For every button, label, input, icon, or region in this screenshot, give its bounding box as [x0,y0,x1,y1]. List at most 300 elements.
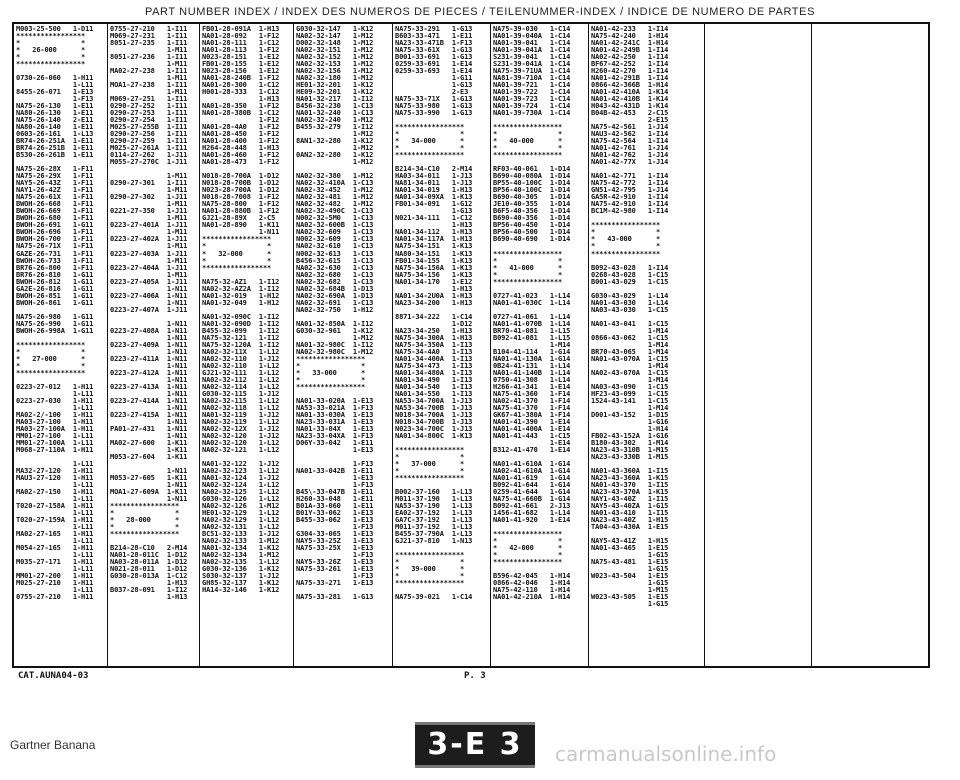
index-entry: * 26-000 * [16,47,86,55]
index-entry: MOA1-27-238 1-I11 [110,82,188,90]
index-entry: G030-43-029 1-L14 [591,292,669,300]
index-entry: 1-F12 [202,117,280,125]
index-entry: NA75-39-021 1-C14 [395,594,473,602]
index-entry: 1-H13 [110,594,188,602]
index-entry: NA23-34-200 1-H13 [395,299,473,307]
index-entry [296,166,392,173]
index-entry: NA75-33-271 1-E13 [296,580,374,588]
index-entry: ***************** [16,341,86,349]
index-entry: 0750-41-308 1-L14 [493,376,571,384]
index-entry: ***************** [395,580,465,588]
index-entry: * * [296,362,366,370]
index-entry: NA01-39-730A 1-C14 [493,110,571,118]
index-entry: NA02-32-110 1-L12 [202,362,280,370]
index-entry: 1-L11 [16,538,94,546]
index-entry: 1-H13 [395,285,473,293]
index-entry [493,524,588,531]
index-entry: * * [493,131,563,139]
index-entry [202,454,293,461]
index-entry: 2-E3 [395,89,469,97]
index-entry: NA01-42-241C 1-H14 [591,40,669,48]
index-entry: * * [16,362,86,370]
index-entry [395,587,490,594]
index-entry: B092-41-644 1-G14 [493,482,571,490]
index-entry: B001-43-029 1-C15 [591,278,669,286]
index-entry: NA02-32-690A 1-D13 [296,292,374,300]
index-entry: 1-N11 [110,376,188,384]
index-entry: B002-37-160 1-L13 [395,489,473,497]
index-entry: BWOH-26-668 1-F11 [16,201,94,209]
index-entry: NA02-32-240 1-M12 [296,117,374,125]
index-entry: NA01-42-249B 1-I14 [591,47,669,55]
index-entry: 8455-26-071 1-E13 [16,89,94,97]
index-entry: ***************** [493,559,563,567]
index-entry: 1-F13 [296,552,374,560]
index-entry: G030-28-013A 1-C12 [110,573,188,581]
index-entry: NA02-41-610A 1-G14 [493,467,571,475]
index-entry: NA75-33-261 1-E13 [296,566,374,574]
index-entry: B455-32-099 1-I12 [202,327,280,335]
index-entry [591,314,704,321]
index-entry: BC1M-42-980 1-I14 [591,208,669,216]
index-entry: T020-27-158A 1-H11 [16,503,94,511]
index-entry: * 28-000 * [110,517,180,525]
index-entry: NA03-43-030 1-C15 [591,306,669,314]
index-entry: NA02-32-11X 1-L12 [202,348,280,356]
index-entry: NA01-43-070A 1-C15 [591,355,669,363]
publisher-label: Gartner Banana [10,738,96,752]
index-entry: G030-32-126 1-L12 [202,496,280,504]
index-entry: NA01-41-070B 1-L14 [493,320,571,328]
index-entry: NAY5-43-41Z 1-H15 [591,538,669,546]
index-column-7 [589,24,705,666]
index-entry: NA02-32-125 1-L12 [202,489,280,497]
index-entry: ***************** [296,383,366,391]
index-entry: NA23-43-360A 1-K15 [591,475,669,482]
index-entry [110,314,199,321]
index-entry: ***************** [493,152,563,160]
index-entry: 1-L11 [16,510,94,518]
index-entry: NA01-28-400 1-F12 [202,138,280,146]
index-entry: NA02-32-610 1-C13 [296,243,374,251]
index-entry: MA02-27-150 1-H11 [16,489,94,497]
index-entry: NAY5-33-26Z 1-E13 [296,559,374,567]
index-entry: NA02-32-119 1-L12 [202,418,280,426]
index-entry: B01Y-33-062 1-E13 [296,510,374,518]
index-entry: 2-E15 [591,117,669,125]
index-entry: NA75-33-990 1-G13 [395,110,473,118]
index-column-1 [14,24,108,666]
index-entry: NA01-28-011C 1-D12 [110,552,188,560]
index-entry: * * [395,467,465,475]
index-entry: 0223-27-409A 1-N11 [110,341,188,349]
index-entry: 1-M15 [591,587,669,595]
index-entry: 1-M11 [110,61,188,69]
index-entry: NA01-41-130A 1-G14 [493,355,571,363]
index-entry [395,545,490,552]
index-entry: NA01-42-761 1-J14 [591,145,669,153]
index-entry: NA02-32-452 1-M12 [296,187,374,195]
index-entry: NA01-39-723 1-C14 [493,96,571,104]
index-entry: * * [16,54,86,62]
index-entry: T020-27-159A 1-H11 [16,517,94,525]
index-entry: * 37-000 * [395,460,465,468]
index-entry: ***************** [202,236,272,244]
index-entry: NA23-33-031A 1-E13 [296,418,374,426]
index-entry: NA75-26-71X 1-F11 [16,243,94,251]
index-entry [296,314,392,321]
index-entry: 1-F13 [296,524,374,532]
index-entry: NA02-32-156 1-M12 [296,68,374,76]
page-header: PART NUMBER INDEX / INDEX DES NUMEROS DE PIECES / TEILENUMMER-INDEX / INDICE DE NUMERO DE PARTES [144,6,816,18]
index-entry: D001-43-152 1-D15 [591,411,669,419]
index-entry: NA01-43-360A 1-I15 [591,467,669,475]
index-entry: N002-32-5M0 1-C13 [296,215,374,223]
index-entry: B456-32-615 1-C13 [296,257,374,265]
index-entry: NA75-26-29X 1-F11 [16,173,94,181]
index-entry [591,166,704,173]
index-entry: B690-40-305 1-D14 [493,194,571,202]
index-entry [591,286,704,293]
index-column-8 [705,24,812,666]
index-entry: 1-M11 [110,257,188,265]
index-entry: 1-M12 [296,131,374,139]
index-entry: NA01-39-722 1-C14 [493,89,571,97]
page-number: P. 3 [464,671,486,681]
index-entry: NAY1-26-42Z 1-F11 [16,187,94,195]
index-entry: BC51-32-133 1-J12 [202,531,280,539]
index-entry: NA02-32-481 1-M12 [296,194,374,202]
index-entry: 0290-27-252 1-I11 [110,103,188,111]
index-entry: NA75-26-28X 1-F11 [16,166,94,174]
index-entry: NA01-41-140B 1-L14 [493,369,571,377]
index-entry: GK67-41-380A 1-F14 [493,411,571,419]
index-entry: 0290-27-256 1-I11 [110,131,188,139]
index-entry: NA02-32-110 1-J12 [202,355,280,363]
index-entry: GA5R-42-910 1-I14 [591,194,669,202]
index-entry: NA02-32-134 1-M12 [202,552,280,560]
index-entry: 0866-43-062 1-C15 [591,334,669,342]
index-entry: 0259-33-693 1-E14 [395,68,473,76]
index-entry: ***************** [591,222,661,230]
index-entry: NA01-28-460 1-F12 [202,152,280,160]
index-entry [16,454,107,461]
index-entry: MA32-27-120 1-H11 [16,467,94,475]
index-column-2 [108,24,200,666]
index-entry: NA01-39-721 1-C14 [493,82,571,90]
index-entry: NA23-43-330B 1-M15 [591,453,669,461]
index-entry: NA02-32-380 1-M12 [296,173,374,181]
index-entry: NA75-33-281 1-G13 [296,594,374,602]
index-entry: B001-33-691 1-G13 [395,54,473,62]
index-entry: MA03-27-100A 1-H11 [16,425,94,433]
index-entry: 1-N11 [110,299,188,307]
index-entry: NA75-26-130 1-E11 [16,103,94,111]
index-entry: B596-42-045 1-H14 [493,573,571,581]
index-column-4 [294,24,393,666]
index-entry: M069-27-251 1-I11 [110,96,188,104]
index-entry: HF23-43-099 1-C15 [591,390,669,398]
index-entry: NA75-33-291 1-G13 [395,26,473,33]
index-entry: NA02-32-118 1-L12 [202,404,280,412]
index-entry: 1-G16 [591,418,669,426]
index-entry: NA01-28-380B 1-C12 [202,110,280,118]
index-entry: HE01-32-201 1-K12 [296,82,374,90]
index-entry: B214-28-C10 2-M14 [110,545,188,553]
index-entry: 1-F13 [296,460,374,468]
index-entry: NA01-32-090C 1-I12 [202,313,280,321]
index-entry [591,258,704,265]
index-entry: M053-27-604 1-K11 [110,453,188,461]
index-entry: B092-41-661 2-J13 [493,503,571,511]
index-entry: S030-32-137 1-J12 [202,573,280,581]
index-entry: * 41-000 * [493,264,563,272]
index-entry: NA75-39-71UA 1-C14 [493,68,571,76]
index-entry: NA02-32-684B 1-D13 [296,285,374,293]
index-entry: GA2E-26-816 1-G11 [16,285,94,293]
index-entry: NA75-42-240 1-H14 [591,33,669,41]
index-entry: 0B24-41-131 1-L14 [493,362,571,370]
index-entry: 1-N11 [110,467,188,475]
index-entry: N002-32-609 1-C13 [296,236,374,244]
index-entry: MAU3-27-120 1-H11 [16,475,94,482]
index-entry: BWOH-26-696 1-F11 [16,229,94,237]
index-entry: ***************** [591,250,661,258]
index-entry: NA02-32-133 1-M12 [202,538,280,546]
index-entry: NA01-28-880B 1-F12 [202,208,280,216]
index-entry: NA02-32-126 1-M12 [202,503,280,511]
index-entry: * 39-000 * [395,566,465,574]
index-entry: H266-41-341 1-E14 [493,383,571,391]
index-entry: NA75-34-350A 1-I13 [395,341,473,349]
index-entry: MM01-27-200 1-H11 [16,573,94,581]
index-entry: B312-41-470 1-E14 [493,446,571,454]
index-entry: 0290-27-254 1-I11 [110,117,188,125]
index-entry: BR74-26-251B 1-E11 [16,145,94,153]
index-entry: NA02-32-482 1-M12 [296,201,374,209]
index-entry: 1-G15 [591,601,669,609]
index-entry: NA01-32-019 1-H12 [202,292,280,300]
index-entry: NA01-28-890 1-K11 [202,222,280,230]
index-entry: NA23-33-04XA 1-F13 [296,432,374,440]
index-entry: NA53-33-021A 1-F13 [296,404,374,412]
index-entry: ***************** [110,531,180,539]
parts-index-table [12,22,930,668]
index-entry: N023-28-700A 1-D12 [202,187,280,195]
index-entry: 1-M11 [110,201,188,209]
index-entry: NA02-32-691 1-C13 [296,299,374,307]
index-entry: PA01-27-431 1-N11 [110,425,188,433]
index-entry: 1-K11 [110,446,188,454]
index-entry: 1-N11 [110,285,188,293]
index-entry: NA02-32-124 1-L12 [202,482,280,490]
index-entry: N021-34-111 1-C12 [395,215,473,223]
index-entry: 1-M11 [110,75,188,83]
index-entry: B104-41-114 1-G14 [493,348,571,356]
index-entry: B01A-33-060 1-E11 [296,503,374,511]
index-entry: 1-G15 [591,580,669,588]
index-entry: 1-L11 [16,390,94,398]
index-entry: * * [591,243,661,251]
index-entry: ***************** [493,531,563,539]
index-entry: * * [296,376,366,384]
index-entry: MA02-27-238 1-I11 [110,68,188,76]
index-entry: RF03-40-061 1-D14 [493,166,571,174]
index-entry: N002-32-613 1-C13 [296,250,374,258]
index-entry: NA75-43-481 1-E15 [591,559,669,567]
index-entry: NA75-26-980 1-G11 [16,313,94,321]
index-entry [296,391,392,398]
index-entry: NAY5-43-40ZA 1-G15 [591,503,669,511]
index-entry: B690-40-356 1-D14 [493,215,571,223]
index-entry: NA02-42-250 1-I14 [591,54,669,62]
index-entry: 1-N11 [110,362,188,370]
index-entry: NA81-34-011 1-J13 [395,180,473,188]
index-entry [493,159,588,166]
index-entry: 0223-27-402A 1-J11 [110,236,188,244]
index-entry: 0866-42-046 1-H14 [493,580,571,588]
index-entry: NA01-42-210A 1-H14 [493,594,571,602]
index-entry: MA02-27-165 1-H11 [16,531,94,539]
index-entry: NA75-34-300A 1-H13 [395,334,473,342]
index-entry: MA02-27-600 1-K11 [110,439,188,447]
index-entry: NA01-28-473 1-F12 [202,159,280,167]
index-entry: MM01-27-100A 1-L11 [16,439,94,447]
index-entry: 1-M11 [110,173,188,181]
index-entry: HA03-34-011 1-J13 [395,173,473,181]
index-entry: N023-28-151 1-E12 [202,54,280,62]
index-entry: 1-N11 [110,334,188,342]
index-entry: NAY1-43-40Z 1-I15 [591,496,669,504]
index-entry: NA01-28-111 1-C12 [202,40,280,48]
index-entry: NA02-32-609 1-C13 [296,229,374,237]
index-entry: GA7C-37-192 1-L13 [395,517,473,525]
index-entry: NA75-41-370 1-F14 [493,404,571,412]
index-entry: 0290-27-259 1-I11 [110,138,188,146]
index-entry [16,68,107,75]
index-entry: NA75-32-AZ1 1-I12 [202,278,280,286]
index-entry: GH85-32-137 1-K12 [202,580,280,588]
index-entry: ***************** [16,61,86,69]
index-entry: NA80-34-151 1-K13 [395,250,473,258]
index-entry: M055-27-270C 1-J11 [110,159,188,167]
index-entry: GJ21-37-810 1-N13 [395,538,473,546]
index-entry: 1-N11 [202,229,280,237]
index-entry: NA01-33-042B 1-E11 [296,467,374,475]
index-entry: ***************** [395,446,465,454]
index-entry: 1-M14 [591,362,669,370]
index-entry: N023-34-700C 1-J13 [395,425,473,433]
index-entry: NA02-32-630 1-C13 [296,264,374,272]
index-entry: NA01-33-030A 1-E13 [296,411,374,419]
index-entry: 0223-27-407A 1-J11 [110,306,188,314]
index-entry: * 34-000 * [395,138,465,146]
index-entry: NA75-28-800 1-F12 [202,201,280,209]
index-entry: MA03-27-100 1-H11 [16,418,94,426]
index-entry: 1-H14 [591,425,669,433]
index-entry: NA02-32-680 1-C13 [296,271,374,279]
index-entry: * * [493,145,563,153]
index-entry: B214-34-C10 2-M14 [395,166,473,174]
index-entry: 1-M11 [110,271,188,279]
index-entry: NA01-42-410B 1-K14 [591,96,669,104]
index-entry: NA80-26-140 1-E11 [16,124,94,132]
index-entry: N018-34-700A 1-J13 [395,411,473,419]
index-entry: NA02-32-120 1-L12 [202,439,280,447]
index-entry: NA01-34-400A 1-I13 [395,355,473,363]
index-entry: B690-40-690 1-D14 [493,236,571,244]
index-entry: NA01-43-465 1-E15 [591,545,669,553]
index-entry: FB02-43-152A 1-G16 [591,432,669,440]
index-entry: NA01-41-390 1-E14 [493,418,571,426]
index-entry: NA01-28-113 1-F12 [202,47,280,55]
index-entry: HA14-32-146 1-K12 [202,587,280,595]
index-entry: 0223-27-406A 1-N11 [110,292,188,300]
index-entry: M053-27-605 1-K11 [110,475,188,482]
index-entry: NA75-41-360 1-F14 [493,390,571,398]
index-entry: NA01-32-980C 1-I12 [296,341,374,349]
index-entry: HE09-32-201 1-K12 [296,89,374,97]
index-entry: NAY5-33-25Z 1-E13 [296,538,374,546]
index-entry: NAU3-42-562 1-I14 [591,131,669,139]
index-entry: N018-28-700A 1-D12 [202,173,280,181]
index-entry: NA81-39-710A 1-C14 [493,75,571,83]
index-entry [395,307,490,314]
index-entry: * * [395,559,465,567]
index-entry: 0290-27-302 1-J11 [110,194,188,202]
index-entry: 0727-41-023 1-L14 [493,292,571,300]
index-entry: NA01-42-291B 1-I14 [591,75,669,83]
index-entry: NA02-32-490C 1-C13 [296,208,374,216]
index-entry: 1-H13 [202,96,280,104]
index-entry: NA02-32-152 1-M12 [296,54,374,62]
index-entry: 0290-27-301 1-I11 [110,180,188,188]
index-entry: 0268-43-028 1-C15 [591,271,669,279]
index-entry: NA02-32-410A 1-C13 [296,180,374,188]
index-entry: ***************** [296,355,366,363]
index-entry: ***************** [395,475,465,482]
index-entry: NA01-39-041 1-C14 [493,40,571,48]
index-entry: 1-M14 [591,376,669,384]
index-entry: NA01-39-041A 1-C14 [493,47,571,55]
index-entry: NA01-41-920 1-E14 [493,517,571,525]
index-entry: NA01-32-124 1-J12 [202,475,280,482]
index-entry: 1-M12 [296,159,374,167]
index-entry: NA53-37-190 1-L13 [395,503,473,511]
index-entry: 1-E13 [296,446,374,454]
index-entry: 0221-27-350 1-J11 [110,208,188,216]
index-entry: * * [395,453,465,461]
index-entry: BF67-42-252 1-I14 [591,61,669,69]
index-entry: NA75-42-561 1-J14 [591,124,669,132]
index-entry: ***************** [202,264,272,272]
index-entry: NA01-41-443 1-C15 [493,432,571,440]
index-entry: NA01-34-540 1-I13 [395,383,473,391]
index-entry: NA23-33-471B 1-F13 [395,40,473,48]
index-entry: 1-N11 [110,348,188,356]
index-column-6 [491,24,589,666]
index-entry: B6F5-40-356 1-D14 [493,208,571,216]
index-entry: NA02-32-151 1-M12 [296,47,374,55]
index-entry: 1-L11 [16,552,94,560]
index-entry: BWOH-26-700 1-F11 [16,236,94,244]
index-entry [591,215,704,222]
index-entry: BR74-26-251A 1-E11 [16,138,94,146]
index-entry: NA01-41-400A 1-E14 [493,425,571,433]
index-entry: HE01-32-129 1-L12 [202,510,280,518]
index-entry: NA75-33-25X 1-E13 [296,545,374,553]
index-entry: MM01-27-100 1-L11 [16,432,94,440]
